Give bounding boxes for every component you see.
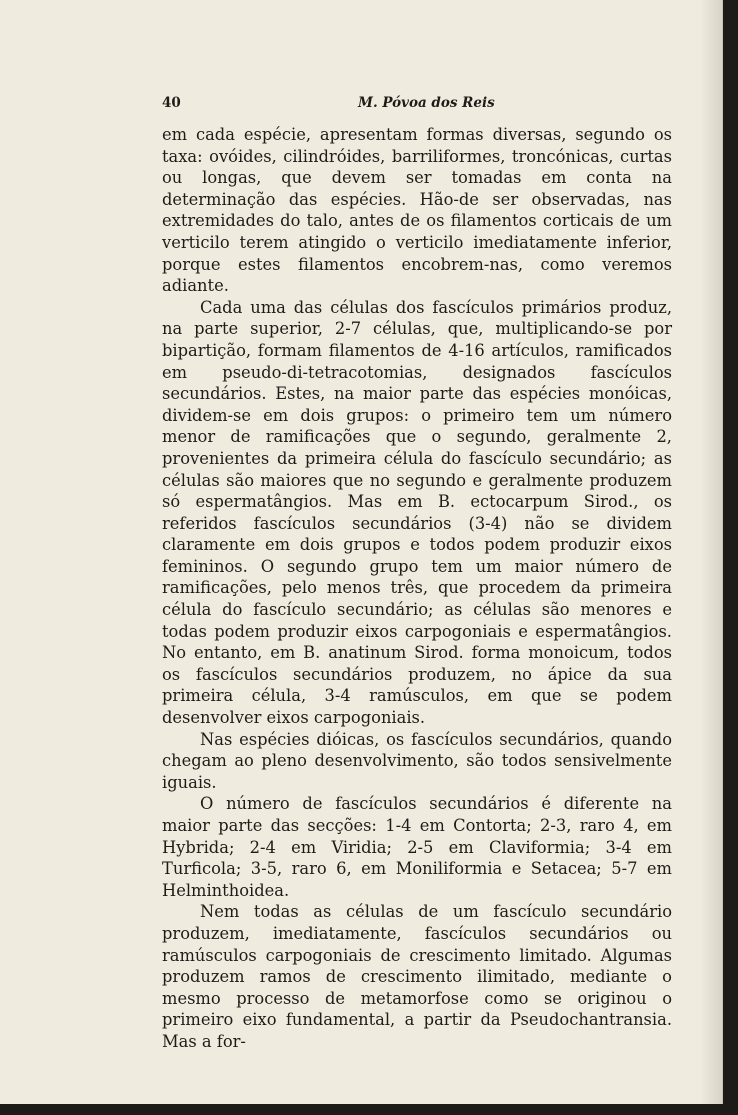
paragraph-5: Nem todas as células de um fascículo secundário produzem, imediatamente, fascículos secundários ou ramúsculos carpogoniais de crescimento limitado. Algumas produzem ramos de crescimento ilimitado, mediante o mesmo processo de metamorfose como se originou o primeiro eixo fundamental, a partir da Pseudochantransia. Mas a for- (162, 902, 672, 1051)
paragraph-3: Nas espécies dióicas, os fascículos secundários, quando chegam ao pleno desenvolvimento, são todos sensivelmente iguais. (162, 729, 672, 792)
body-text (162, 124, 672, 1053)
paragraph-4: O número de fascículos secundários é diferente na maior parte das secções: 1-4 em Contorta; 2-3, raro 4, em Hybrida; 2-4 em Viridia; 2-5 em Claviformia; 3-4 em Turficola; 3-5, raro 6, em Moniliformia e Setacea; 5-7 em Helminthoidea. (162, 794, 672, 900)
page-number: 40 (162, 95, 181, 111)
paragraph-1: em cada espécie, apresentam formas diversas, segundo os taxa: ovóides, cilindróides, barriliformes, troncónicas, curtas ou longas, que devem ser tomadas em conta na determinação das espécies. Hão-de ser observadas, nas extremidades do talo, antes de os filamentos corticais de um verticilo terem atingido o verticilo imediatamente inferior, porque estes filamentos encobrem-nas, como veremos adiante. (162, 125, 672, 296)
running-head: M. Póvoa dos Reis (358, 95, 495, 111)
paragraph-2: Cada uma das células dos fascículos primários produz, na parte superior, 2-7 células, que, multiplicando-se por bipartição, formam filamentos de 4-16 artículos, ramificados em pseudo-di-tetracotomias, designados fascículos secundários. Estes, na maior parte das espécies monóicas, dividem-se em dois grupos: o primeiro tem um número menor de ramificações que o segundo, geralmente 2, provenientes da primeira célula do fascículo secundário; as células são maiores que no segundo e geralmente produzem só espermatângios. Mas em B. ectocarpum Sirod., os referidos fascículos secundários (3-4) não se dividem claramente em dois grupos e todos podem produzir eixos femininos. O segundo grupo tem um maior número de ramificações, pelo menos três, que procedem da primeira célula do fascículo secundário; as células são menores e todas podem produzir eixos carpogoniais e espermatângios. No entanto, em B. anatinum Sirod. forma monoicum, todos os fascículos secundários produzem, no ápice da sua primeira célula, 3-4 ramúsculos, em que se podem desenvolver eixos carpogoniais. (162, 297, 672, 728)
spine-shadow (700, 0, 722, 1104)
page-header (162, 95, 672, 115)
